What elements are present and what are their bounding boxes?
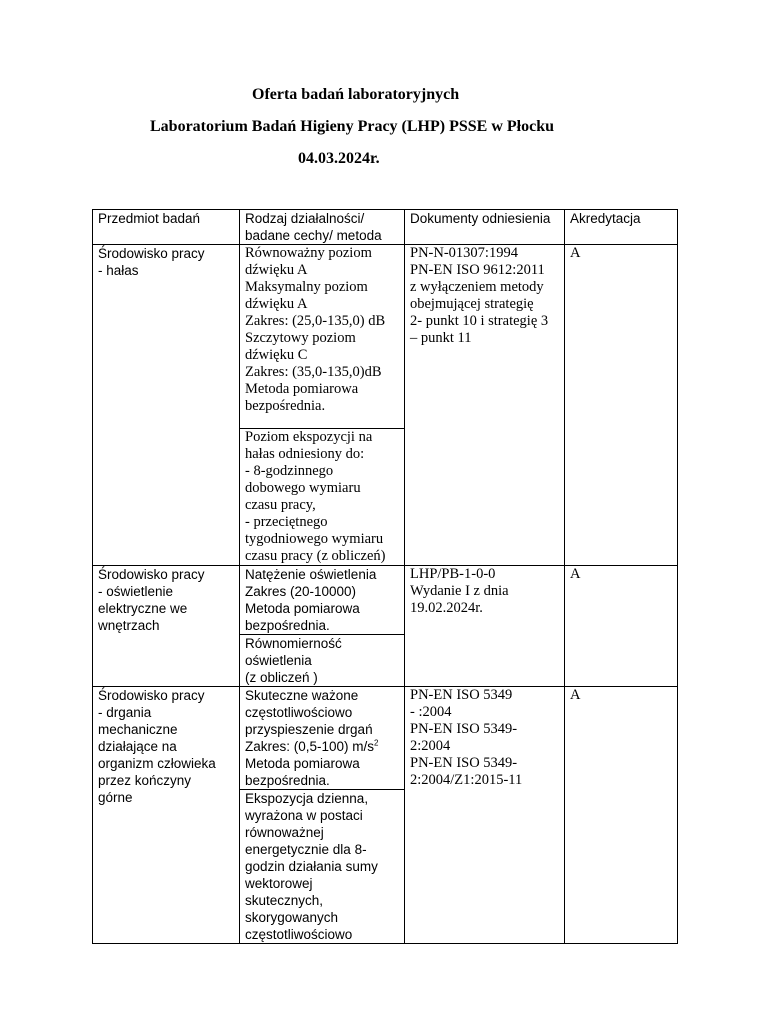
accreditation-cell: A [565, 566, 678, 687]
activity-cell: Równomierność oświetlenia (z obliczeń ) [240, 635, 405, 687]
unit-superscript: 2 [374, 738, 379, 748]
document-date: 04.03.2024r. [298, 150, 380, 167]
table-header-row [93, 210, 678, 245]
table-row [93, 566, 678, 635]
subject-cell: Środowisko pracy - hałas [93, 245, 240, 566]
documents-cell: PN-N-01307:1994 PN-EN ISO 9612:2011 z wyłączeniem metody obejmującej strategię 2- punkt 10 i strategię 3 – punkt 11 [405, 245, 565, 566]
documents-cell: LHP/PB-1-0-0 Wydanie I z dnia 19.02.2024r. [405, 566, 565, 687]
document-title: Oferta badań laboratoryjnych [252, 86, 460, 103]
activity-cell: Poziom ekspozycji na hałas odniesiony do: - 8-godzinnego dobowego wymiaru czasu pracy, - przeciętnego tygodniowego wymiaru czasu pracy (z obliczeń) [240, 429, 405, 566]
subject-cell: Środowisko pracy - drgania mechaniczne działające na organizm człowieka przez kończyny górne [93, 687, 240, 944]
accreditation-cell: A [565, 687, 678, 944]
table-row [93, 687, 678, 790]
table-row [93, 245, 678, 429]
header-documents: Dokumenty odniesienia [405, 210, 565, 245]
offer-table [92, 209, 678, 944]
header-subject: Przedmiot badań [93, 210, 240, 245]
activity-cell: Skuteczne ważone częstotliwościowo przyspieszenie drgań Zakres: (0,5-100) $m/s^2$ Metoda pomiarowa bezpośrednia. [240, 687, 405, 790]
header-activity: Rodzaj działalności/ badane cechy/ metoda [240, 210, 405, 245]
header-accreditation: Akredytacja [565, 210, 678, 245]
subject-cell: Środowisko pracy - oświetlenie elektryczne we wnętrzach [93, 566, 240, 687]
documents-cell: PN-EN ISO 5349 - :2004 PN-EN ISO 5349- 2:2004 PN-EN ISO 5349- 2:2004/Z1:2015-11 [405, 687, 565, 944]
activity-cell: Równoważny poziom dźwięku A Maksymalny poziom dźwięku A Zakres: (25,0-135,0) dB Szczytowy poziom dźwięku C Zakres: (35,0-135,0)dB Metoda pomiarowa bezpośrednia. [240, 245, 405, 429]
accreditation-cell: A [565, 245, 678, 566]
laboratory-name: Laboratorium Badań Higieny Pracy (LHP) PSSE w Płocku [150, 118, 555, 135]
activity-cell: Natężenie oświetlenia Zakres (20-10000) Metoda pomiarowa bezpośrednia. [240, 566, 405, 635]
activity-cell: Ekspozycja dzienna, wyrażona w postaci równoważnej energetycznie dla 8- godzin działania sumy wektorowej skutecznych, skorygowanych częstotliwościowo [240, 790, 405, 944]
